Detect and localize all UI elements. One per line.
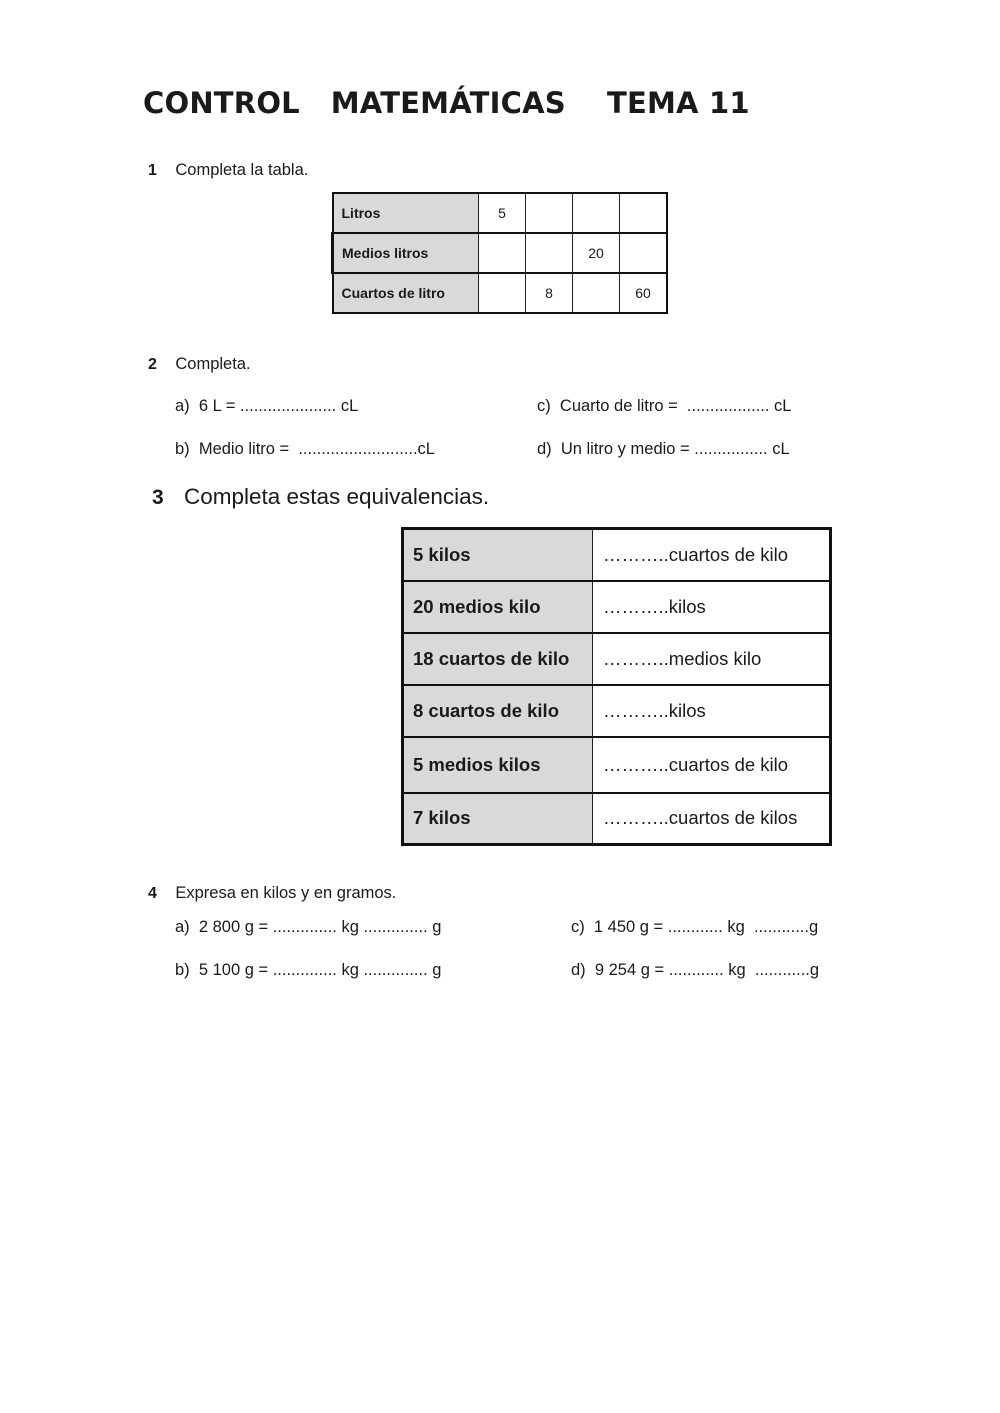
row-label: Medios litros <box>333 233 479 273</box>
table-cell[interactable] <box>526 193 573 233</box>
exercise-item[interactable]: c) 1 450 g = ............ kg ............g <box>571 918 819 936</box>
answer-cell[interactable]: ………..cuartos de kilos <box>593 793 831 845</box>
row-label: 18 cuartos de kilo <box>403 633 593 685</box>
answer-cell[interactable]: ………..kilos <box>593 581 831 633</box>
table-cell[interactable] <box>573 273 620 313</box>
answer-cell[interactable]: ………..medios kilo <box>593 633 831 685</box>
exercise-item[interactable]: d) Un litro y medio = ................ cL <box>537 440 790 458</box>
table-cell[interactable]: 5 <box>479 193 526 233</box>
equivalences-table <box>401 527 832 846</box>
question-1-heading <box>148 161 308 180</box>
table-cell[interactable] <box>620 193 668 233</box>
row-label: 5 kilos <box>403 529 593 581</box>
answer-cell[interactable]: ………..cuartos de kilo <box>593 737 831 793</box>
question-number: 1 <box>148 162 157 179</box>
question-number: 4 <box>148 885 157 902</box>
liters-table <box>331 192 668 314</box>
page-title: CONTROL MATEMÁTICAS TEMA 11 <box>143 86 750 120</box>
question-3-heading <box>152 484 489 510</box>
row-label: Litros <box>333 193 479 233</box>
question-number: 2 <box>148 356 157 373</box>
question-2-heading <box>148 355 251 374</box>
question-4-heading <box>148 884 396 903</box>
answer-cell[interactable]: ………..cuartos de kilo <box>593 529 831 581</box>
table-cell[interactable]: 60 <box>620 273 668 313</box>
exercise-item[interactable]: a) 2 800 g = .............. kg .............. g <box>175 918 442 936</box>
question-text: Completa. <box>175 355 251 373</box>
row-label: 20 medios kilo <box>403 581 593 633</box>
row-label: 7 kilos <box>403 793 593 845</box>
row-label: 8 cuartos de kilo <box>403 685 593 737</box>
question-text: Completa la tabla. <box>175 161 309 179</box>
table-cell[interactable] <box>526 233 573 273</box>
table-cell[interactable] <box>479 233 526 273</box>
row-label: 5 medios kilos <box>403 737 593 793</box>
answer-cell[interactable]: ………..kilos <box>593 685 831 737</box>
exercise-item[interactable]: c) Cuarto de litro = .................. cL <box>537 397 792 415</box>
question-text: Completa estas equivalencias. <box>183 484 490 509</box>
row-label: Cuartos de litro <box>333 273 479 313</box>
table-cell[interactable]: 8 <box>526 273 573 313</box>
question-text: Expresa en kilos y en gramos. <box>175 884 397 902</box>
exercise-item[interactable]: a) 6 L = ..................... cL <box>175 397 359 415</box>
exercise-item[interactable]: d) 9 254 g = ............ kg ............g <box>571 961 820 979</box>
table-cell[interactable] <box>573 193 620 233</box>
table-cell[interactable] <box>620 233 668 273</box>
question-number: 3 <box>152 486 164 509</box>
table-cell[interactable] <box>479 273 526 313</box>
table-cell[interactable]: 20 <box>573 233 620 273</box>
exercise-item[interactable]: b) 5 100 g = .............. kg .............. g <box>175 961 442 979</box>
exercise-item[interactable]: b) Medio litro = ..........................cL <box>175 440 435 458</box>
